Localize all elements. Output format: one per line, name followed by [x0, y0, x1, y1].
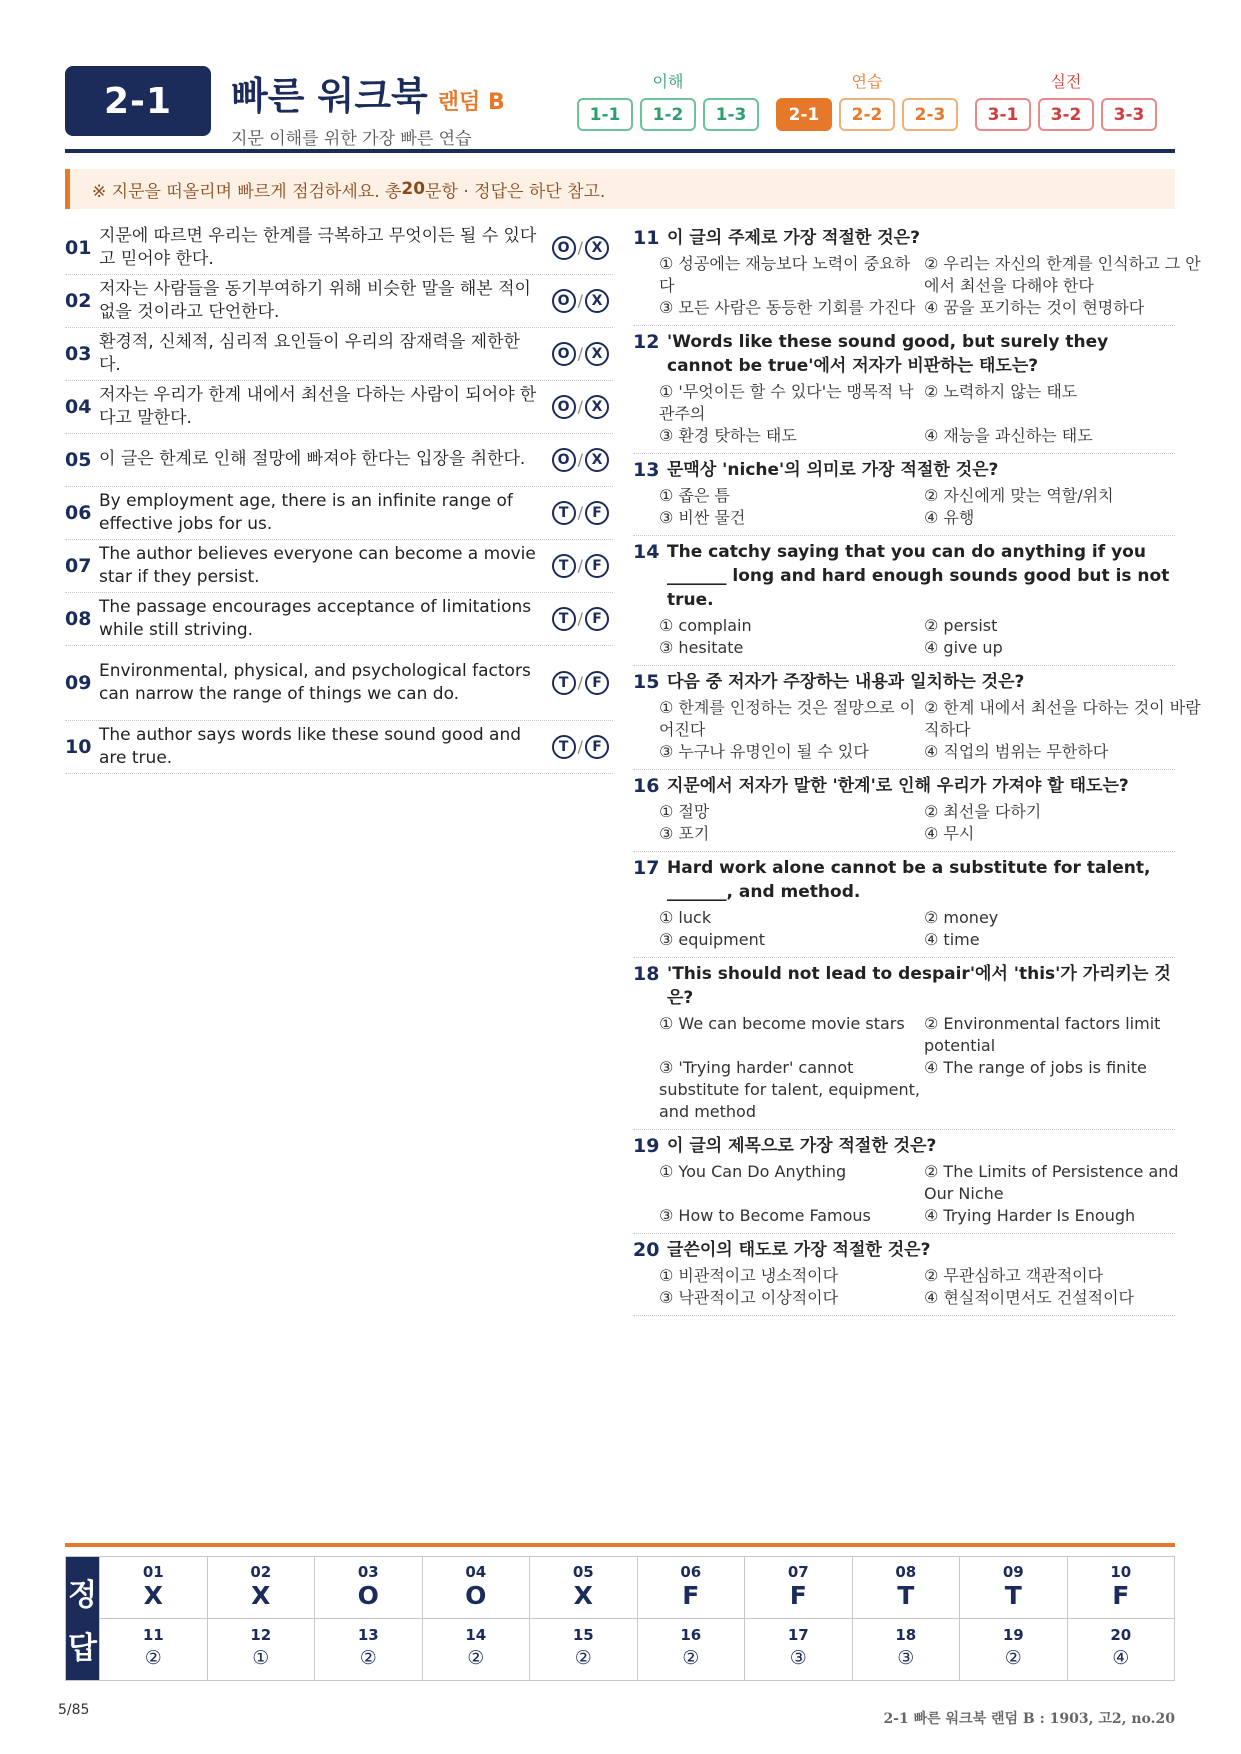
option-1[interactable]: ① 한계를 인정하는 것은 절망으로 이어진다	[659, 698, 916, 739]
choice-f-mark[interactable]: F	[585, 607, 609, 631]
answer-number: 19	[1002, 1626, 1024, 1645]
choice-f-mark[interactable]: F	[585, 671, 609, 695]
question-text: 다음 중 저자가 주장하는 내용과 일치하는 것은?	[667, 672, 1025, 692]
answer-value: ②	[1004, 1647, 1022, 1670]
answer-choices	[552, 448, 613, 472]
question-text: 환경적, 신체적, 심리적 요인들이 우리의 잠재력을 제한한다.	[99, 331, 520, 375]
tf-question-row	[65, 540, 613, 593]
answer-number: 01	[142, 1563, 164, 1582]
option-4[interactable]: ④ 유행	[924, 508, 975, 527]
tab-1-1[interactable]: 1-1	[577, 98, 633, 131]
slash-divider: /	[577, 450, 583, 469]
option-list	[633, 1161, 1179, 1227]
mc-question	[633, 454, 1175, 536]
answer-cell	[314, 1619, 422, 1681]
answer-key-label	[66, 1557, 99, 1680]
option-2[interactable]: ② persist	[924, 616, 998, 635]
slash-divider: /	[577, 344, 583, 363]
choice-t-mark[interactable]: T	[552, 554, 576, 578]
slash-divider: /	[577, 291, 583, 310]
question-text: The passage encourages acceptance of limitations while still striving.	[99, 596, 532, 640]
option-4[interactable]: ④ give up	[924, 638, 1003, 657]
answer-cell	[314, 1557, 422, 1619]
answer-number: 04	[465, 1563, 487, 1582]
answer-value: F	[1112, 1581, 1130, 1611]
answer-key-divider	[65, 1543, 1175, 1547]
tab-3-2[interactable]: 3-2	[1038, 98, 1094, 131]
option-1[interactable]: ① 절망	[659, 802, 710, 821]
answer-number: 02	[250, 1563, 272, 1582]
question-number: 19	[633, 1135, 660, 1157]
option-2[interactable]: ② 최선을 다하기	[924, 802, 1042, 821]
option-3[interactable]: ③ 비싼 물건	[659, 508, 746, 527]
multiple-choice-section	[633, 222, 1201, 1316]
answer-number: 03	[357, 1563, 379, 1582]
tab-2-1[interactable]: 2-1	[776, 98, 832, 131]
option-list	[633, 381, 1175, 447]
answer-cell	[852, 1619, 960, 1681]
mc-question	[633, 958, 1175, 1130]
question-stem	[633, 670, 1175, 694]
tab-1-3[interactable]: 1-3	[703, 98, 759, 131]
answer-cell	[637, 1557, 745, 1619]
answer-value: F	[682, 1581, 700, 1611]
tf-question-row	[65, 487, 613, 540]
option-list	[633, 1265, 1175, 1309]
choice-t-mark[interactable]: T	[552, 671, 576, 695]
notice-text-after: 문항 · 정답은 하단 참고.	[425, 181, 606, 202]
option-1[interactable]: ① 비관적이고 냉소적이다	[659, 1266, 839, 1285]
title-tag: 랜덤 B	[437, 90, 505, 115]
question-number: 14	[633, 541, 660, 563]
question-stem	[633, 540, 1175, 612]
option-4[interactable]: ④ 현실적이면서도 건설적이다	[924, 1288, 1134, 1307]
page-number: 5/85	[58, 1702, 90, 1718]
option-1[interactable]: ① '무엇이든 할 수 있다'는 맹목적 낙관주의	[659, 382, 914, 423]
tab-group-label: 이해	[652, 72, 684, 91]
answer-value: T	[897, 1581, 915, 1611]
question-number: 06	[65, 501, 92, 524]
answer-cell	[1067, 1557, 1175, 1619]
mc-question	[633, 1234, 1175, 1316]
answer-number: 09	[1002, 1563, 1024, 1582]
answer-value: ①	[252, 1647, 270, 1670]
option-1[interactable]: ① 좁은 틈	[659, 486, 730, 505]
answer-cell	[529, 1619, 637, 1681]
answer-key-label-bottom: 답	[68, 1631, 97, 1667]
answer-number: 16	[680, 1626, 702, 1645]
question-text: 이 글은 한계로 인해 절망에 빠져야 한다는 입장을 취한다.	[99, 449, 526, 469]
option-3[interactable]: ③ 환경 탓하는 태도	[659, 426, 797, 445]
answer-cell	[99, 1619, 207, 1681]
option-4[interactable]: ④ 직업의 범위는 무한하다	[924, 742, 1109, 761]
answer-value: ③	[789, 1647, 807, 1670]
tab-group-practice	[776, 69, 958, 131]
question-text: 이 글의 주제로 가장 적절한 것은?	[667, 228, 920, 248]
question-text: 'Words like these sound good, but surely they cannot be true'에서 저자가 비판하는 태도는?	[667, 332, 1109, 376]
choice-f-mark[interactable]: F	[585, 554, 609, 578]
question-number: 13	[633, 459, 660, 481]
tf-question-row	[65, 646, 613, 721]
option-2[interactable]: ② 노력하지 않는 태도	[924, 382, 1078, 401]
answer-number: 17	[787, 1626, 809, 1645]
slash-divider: /	[577, 503, 583, 522]
option-list	[633, 615, 1175, 659]
tf-question-row	[65, 222, 613, 275]
option-list	[633, 907, 1175, 951]
answer-number: 13	[357, 1626, 379, 1645]
answer-number: 10	[1110, 1563, 1132, 1582]
tf-question-row	[65, 381, 613, 434]
answer-cell	[99, 1557, 207, 1619]
slash-divider: /	[577, 397, 583, 416]
option-list	[633, 801, 1175, 845]
choice-t-mark[interactable]: T	[552, 501, 576, 525]
option-4[interactable]: ④ time	[924, 930, 980, 949]
option-3[interactable]: ③ 포기	[659, 824, 710, 843]
answer-value: ③	[897, 1647, 915, 1670]
question-stem	[633, 856, 1175, 904]
true-false-section	[65, 222, 613, 774]
tf-question-row	[65, 721, 613, 774]
question-text: 저자는 사람들을 동기부여하기 위해 비슷한 말을 해본 적이 없을 것이라고 단언한다.	[99, 278, 531, 322]
tab-3-3[interactable]: 3-3	[1101, 98, 1157, 131]
option-list	[633, 1013, 1175, 1123]
choice-o-mark[interactable]: O	[552, 289, 576, 313]
choice-f-mark[interactable]: F	[585, 501, 609, 525]
choice-o-mark[interactable]: O	[552, 342, 576, 366]
choice-o-mark[interactable]: O	[552, 395, 576, 419]
option-2[interactable]: ② 우리는 자신의 한계를 인식하고 그 안에서 최선을 다해야 한다	[924, 254, 1201, 295]
source-caption: 2-1 빠른 워크북 랜덤 B : 1903, 고2, no.20	[883, 1711, 1175, 1727]
question-text: 글쓴이의 태도로 가장 적절한 것은?	[667, 1240, 931, 1260]
page-title: 빠른 워크북	[231, 74, 428, 118]
mc-question	[633, 666, 1201, 770]
option-1[interactable]: ① 성공에는 재능보다 노력이 중요하다	[659, 254, 911, 295]
instruction-notice	[65, 169, 1175, 209]
answer-value: X	[143, 1581, 163, 1611]
slash-divider: /	[577, 238, 583, 257]
tab-group-actual	[975, 69, 1157, 131]
tf-question-row	[65, 275, 613, 328]
answer-cell	[529, 1557, 637, 1619]
question-text: 저자는 우리가 한계 내에서 최선을 다하는 사람이 되어야 한다고 말한다.	[99, 384, 537, 428]
notice-count: 20	[401, 179, 426, 199]
answer-value: ②	[467, 1647, 485, 1670]
answer-value: ②	[574, 1647, 592, 1670]
question-number: 05	[65, 448, 92, 471]
answer-cell	[744, 1557, 852, 1619]
answer-value: ②	[682, 1647, 700, 1670]
answer-number: 18	[895, 1626, 917, 1645]
answer-cell	[852, 1557, 960, 1619]
notice-text-before: ※ 지문을 떠올리며 빠르게 점검하세요. 총	[92, 181, 402, 202]
choice-x-mark[interactable]: X	[585, 236, 609, 260]
page-subtitle: 지문 이해를 위한 가장 빠른 연습	[231, 129, 472, 149]
question-number: 01	[65, 236, 92, 259]
question-number: 04	[65, 395, 92, 418]
option-2[interactable]: ② money	[924, 908, 999, 927]
question-text: 지문에서 저자가 말한 '한계'로 인해 우리가 가져야 할 태도는?	[667, 776, 1129, 796]
option-3[interactable]: ③ equipment	[659, 930, 766, 949]
answer-number: 20	[1110, 1626, 1132, 1645]
choice-t-mark[interactable]: T	[552, 607, 576, 631]
question-text: 지문에 따르면 우리는 한계를 극복하고 무엇이든 될 수 있다고 믿어야 한다.	[99, 225, 537, 269]
option-1[interactable]: ① complain	[659, 616, 752, 635]
tab-2-3[interactable]: 2-3	[902, 98, 958, 131]
answer-choices	[552, 671, 613, 695]
answer-cell	[637, 1619, 745, 1681]
answer-cell	[207, 1557, 315, 1619]
question-number: 18	[633, 963, 660, 985]
question-text: 이 글의 제목으로 가장 적절한 것은?	[667, 1136, 937, 1156]
question-number: 17	[633, 857, 660, 879]
mc-question	[633, 222, 1201, 326]
slash-divider: /	[577, 673, 583, 692]
question-number: 12	[633, 331, 660, 353]
answer-cell	[422, 1557, 530, 1619]
question-number: 15	[633, 671, 660, 693]
option-4[interactable]: ④ The range of jobs is finite	[924, 1058, 1147, 1077]
question-stem	[633, 1238, 1175, 1262]
choice-f-mark[interactable]: F	[585, 735, 609, 759]
answer-value: O	[357, 1581, 379, 1611]
option-3[interactable]: ③ 모든 사람은 동등한 기회를 가진다	[659, 298, 916, 317]
question-text: 문맥상 'niche'의 의미로 가장 적절한 것은?	[667, 460, 999, 480]
answer-value: ④	[1112, 1647, 1130, 1670]
answer-choices	[552, 342, 613, 366]
option-list	[633, 253, 1201, 319]
option-2[interactable]: ② 무관심하고 객관적이다	[924, 1266, 1104, 1285]
question-stem	[633, 458, 1175, 482]
option-2[interactable]: ② 자신에게 맞는 역할/위치	[924, 486, 1114, 505]
option-4[interactable]: ④ 꿈을 포기하는 것이 현명하다	[924, 298, 1145, 317]
option-3[interactable]: ③ 누구나 유명인이 될 수 있다	[659, 742, 869, 761]
mc-question	[633, 326, 1175, 454]
option-1[interactable]: ① You Can Do Anything	[659, 1162, 847, 1181]
mc-question	[633, 1130, 1179, 1234]
question-text: The author says words like these sound good and are true.	[99, 724, 522, 768]
answer-key-table	[65, 1556, 1175, 1681]
option-4[interactable]: ④ 무시	[924, 824, 975, 843]
answer-cell	[744, 1619, 852, 1681]
question-text: The catchy saying that you can do anything if you _______ long and hard enough sounds good but is not true.	[667, 542, 1170, 610]
answer-value: X	[573, 1581, 593, 1611]
option-1[interactable]: ① luck	[659, 908, 712, 927]
title-block	[231, 65, 505, 149]
answer-value: X	[251, 1581, 271, 1611]
option-2[interactable]: ② The Limits of Persistence and Our Niche	[924, 1162, 1179, 1203]
tab-group-label: 연습	[851, 72, 883, 91]
choice-x-mark[interactable]: X	[585, 342, 609, 366]
answer-value: T	[1004, 1581, 1022, 1611]
answer-value: F	[789, 1581, 807, 1611]
choice-x-mark[interactable]: X	[585, 448, 609, 472]
answer-choices	[552, 554, 613, 578]
choice-o-mark[interactable]: O	[552, 236, 576, 260]
answer-value: ②	[359, 1647, 377, 1670]
tab-3-1[interactable]: 3-1	[975, 98, 1031, 131]
slash-divider: /	[577, 609, 583, 628]
option-1[interactable]: ① We can become movie stars	[659, 1014, 905, 1033]
option-3[interactable]: ③ hesitate	[659, 638, 744, 657]
question-stem	[633, 1134, 1175, 1158]
option-4[interactable]: ④ 재능을 과신하는 태도	[924, 426, 1093, 445]
choice-x-mark[interactable]: X	[585, 395, 609, 419]
answer-key-label-top: 정	[68, 1577, 97, 1613]
tf-question-row	[65, 328, 613, 381]
answer-value: O	[465, 1581, 487, 1611]
answer-number: 14	[465, 1626, 487, 1645]
question-number: 10	[65, 735, 92, 758]
tab-2-2[interactable]: 2-2	[839, 98, 895, 131]
slash-divider: /	[577, 556, 583, 575]
question-text: By employment age, there is an infinite range of effective jobs for us.	[99, 490, 513, 534]
answer-value: ②	[144, 1647, 162, 1670]
tab-group-understand	[577, 69, 759, 131]
answer-number: 05	[572, 1563, 594, 1582]
slash-divider: /	[577, 737, 583, 756]
question-stem	[633, 330, 1175, 378]
question-number: 02	[65, 289, 92, 312]
answer-number: 07	[787, 1563, 809, 1582]
answer-number: 06	[680, 1563, 702, 1582]
answer-choices	[552, 501, 613, 525]
question-stem	[633, 962, 1175, 1010]
mc-question	[633, 770, 1175, 852]
answer-choices	[552, 395, 613, 419]
option-list	[633, 485, 1175, 529]
question-stem	[633, 226, 1175, 250]
tf-question-row	[65, 593, 613, 646]
question-text: 'This should not lead to despair'에서 'this'가 가리키는 것은?	[667, 964, 1171, 1008]
option-2[interactable]: ② 한계 내에서 최선을 다하는 것이 바람직하다	[924, 698, 1201, 739]
question-text: Hard work alone cannot be a substitute for talent, _______, and method.	[667, 858, 1151, 902]
question-stem	[633, 774, 1175, 798]
page-header	[65, 65, 1175, 153]
choice-x-mark[interactable]: X	[585, 289, 609, 313]
question-number: 03	[65, 342, 92, 365]
question-number: 16	[633, 775, 660, 797]
answer-choices	[552, 607, 613, 631]
question-number: 09	[65, 671, 92, 694]
answer-choices	[552, 735, 613, 759]
answer-number: 08	[895, 1563, 917, 1582]
question-number: 07	[65, 554, 92, 577]
choice-o-mark[interactable]: O	[552, 448, 576, 472]
question-text: Environmental, physical, and psychological factors can narrow the range of things we can do.	[99, 660, 531, 704]
answer-number: 11	[142, 1626, 164, 1645]
answer-choices	[552, 289, 613, 313]
mc-question	[633, 536, 1175, 666]
answer-number: 15	[572, 1626, 594, 1645]
answer-cell	[959, 1557, 1067, 1619]
answer-cell	[422, 1619, 530, 1681]
option-4[interactable]: ④ Trying Harder Is Enough	[924, 1206, 1136, 1225]
tab-1-2[interactable]: 1-2	[640, 98, 696, 131]
option-2[interactable]: ② Environmental factors limit potential	[924, 1014, 1161, 1055]
option-3[interactable]: ③ How to Become Famous	[659, 1206, 871, 1225]
answer-cell	[959, 1619, 1067, 1681]
option-list	[633, 697, 1201, 763]
answer-number: 12	[250, 1626, 272, 1645]
choice-t-mark[interactable]: T	[552, 735, 576, 759]
option-3[interactable]: ③ 낙관적이고 이상적이다	[659, 1288, 839, 1307]
tf-question-row	[65, 434, 613, 487]
answer-cell	[1067, 1619, 1175, 1681]
answer-cell	[207, 1619, 315, 1681]
tab-group-label: 실전	[1050, 72, 1082, 91]
unit-badge: 2-1	[65, 66, 211, 136]
option-3[interactable]: ③ 'Trying harder' cannot substitute for talent, equipment, and method	[659, 1058, 921, 1121]
question-number: 20	[633, 1239, 660, 1261]
question-number: 11	[633, 227, 660, 249]
question-text: The author believes everyone can become a movie star if they persist.	[99, 543, 536, 587]
question-number: 08	[65, 607, 92, 630]
answer-choices	[552, 236, 613, 260]
answer-key-grid	[99, 1557, 1174, 1680]
mc-question	[633, 852, 1175, 958]
